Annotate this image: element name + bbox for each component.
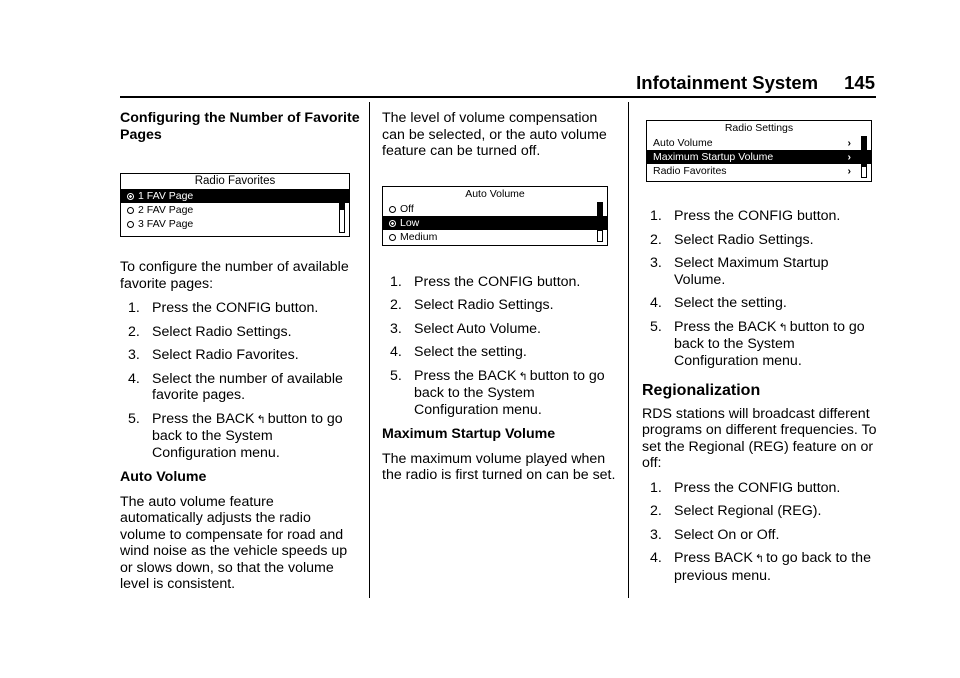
step-item: [120, 411, 360, 462]
back-arrow-icon: ↰: [778, 321, 788, 334]
step-text: button to go back to the System Configuration menu.: [414, 367, 605, 418]
step-text: Press BACK: [674, 550, 753, 566]
radio-icon: [389, 234, 396, 241]
steps-list: [382, 274, 622, 419]
step-item: [120, 371, 360, 404]
body-text: RDS stations will broadcast different programs on different frequencies. To set the Regional (REG) feature on or off:: [642, 405, 877, 471]
body-text: The auto volume feature automatically adjusts the radio volume to compensate for road and wind noise as the vehicle speeds up or slows down, so that the volume level is consistent.: [120, 493, 348, 592]
step-item: [382, 368, 622, 419]
step-text: Press the CONFIG button.: [414, 273, 581, 290]
page-header: [615, 72, 875, 94]
step-number: 5.: [650, 318, 662, 335]
header-rule: [120, 96, 876, 98]
step-number: 3.: [128, 347, 140, 363]
step-number: 4.: [650, 550, 662, 566]
intro-text: The level of volume compensation can be selected, or the auto volume feature can be turned off.: [382, 110, 607, 159]
step-text: button to go back to the System Configuration menu.: [674, 318, 865, 369]
step-text: Select the number of available favorite pages.: [152, 370, 343, 403]
menu-item[interactable]: [383, 202, 607, 216]
body-text: The maximum volume played when the radio is first turned on can be set.: [382, 450, 616, 483]
step-number: 1.: [128, 300, 140, 316]
step-text: Select Auto Volume.: [414, 320, 541, 337]
step-item: [642, 480, 882, 497]
step-text: Press the CONFIG button.: [674, 208, 841, 224]
step-number: 3.: [650, 526, 662, 543]
steps-list: [642, 208, 882, 369]
step-text: Select Maximum Startup Volume.: [674, 255, 829, 288]
column-3: [642, 110, 882, 592]
step-item: [120, 300, 360, 317]
menu-item[interactable]: [647, 136, 871, 150]
scrollbar: [597, 202, 603, 242]
step-item: [642, 208, 882, 225]
chevron-right-icon: ›: [847, 137, 851, 149]
section-heading: Configuring the Number of Favorite Pages: [120, 110, 360, 143]
step-text: Select Radio Settings.: [674, 231, 814, 248]
step-text: Select Radio Settings.: [152, 323, 292, 340]
step-number: 2.: [390, 297, 402, 313]
step-text: Select On or Off.: [674, 526, 780, 543]
step-number: 5.: [128, 410, 140, 427]
menu-item[interactable]: [383, 230, 607, 244]
step-text: to go back to the previous menu.: [674, 550, 871, 584]
screen-title: Radio Settings: [724, 122, 794, 134]
step-item: [642, 503, 882, 520]
section-heading: Maximum Startup Volume: [382, 426, 556, 442]
column-1: [120, 110, 360, 601]
radio-favorites-screen: [120, 173, 350, 237]
steps-list: [120, 300, 360, 461]
step-item: [642, 255, 882, 288]
screen-title: Radio Favorites: [194, 175, 276, 187]
step-number: 4.: [128, 370, 140, 387]
step-item: [642, 232, 882, 249]
back-arrow-icon: ↰: [256, 413, 266, 426]
radio-icon: [389, 206, 396, 213]
menu-item[interactable]: [383, 216, 607, 230]
step-number: 5.: [390, 367, 402, 384]
radio-icon: [389, 220, 396, 227]
step-item: [642, 295, 882, 312]
step-item: [382, 274, 622, 291]
radio-settings-screen: [646, 120, 872, 182]
step-number: 4.: [650, 295, 662, 311]
scrollbar: [861, 136, 867, 178]
section-heading: Auto Volume: [120, 469, 207, 485]
step-number: 4.: [390, 344, 402, 360]
step-text: Select Regional (REG).: [674, 503, 822, 519]
menu-item[interactable]: [647, 164, 871, 178]
step-number: 1.: [390, 273, 402, 290]
step-text: Press the BACK: [414, 367, 517, 384]
step-text: Press the CONFIG button.: [152, 300, 319, 316]
screen-title: Auto Volume: [465, 187, 525, 200]
step-item: [642, 319, 882, 370]
step-item: [382, 344, 622, 361]
steps-list: [642, 480, 882, 585]
radio-icon: [127, 193, 134, 200]
column-divider: [369, 102, 370, 598]
chevron-right-icon: ›: [847, 165, 851, 177]
menu-item[interactable]: [121, 189, 349, 203]
step-text: Press the BACK: [152, 410, 255, 427]
menu-item-label: Maximum Startup Volume: [653, 151, 774, 163]
step-item: [120, 347, 360, 364]
step-item: [642, 550, 882, 584]
step-text: Select the setting.: [674, 295, 787, 311]
step-text: Press the CONFIG button.: [674, 479, 841, 496]
menu-item[interactable]: [121, 217, 349, 231]
page-number: 145: [844, 72, 875, 93]
auto-volume-screen: [382, 186, 608, 246]
step-item: [382, 321, 622, 338]
radio-icon: [127, 221, 134, 228]
scrollbar: [339, 189, 345, 233]
menu-item-label: 1 FAV Page: [138, 190, 194, 202]
step-number: 2.: [128, 323, 140, 340]
back-arrow-icon: ↰: [518, 370, 528, 383]
radio-icon: [127, 207, 134, 214]
step-text: Press the BACK: [674, 318, 777, 335]
menu-item-label: Low: [400, 216, 420, 229]
section-heading: Regionalization: [642, 382, 761, 399]
step-text: Select the setting.: [414, 344, 527, 360]
back-arrow-icon: ↰: [754, 553, 765, 565]
step-text: Select Radio Settings.: [414, 297, 554, 313]
menu-item-label: 3 FAV Page: [138, 218, 194, 230]
step-text: Select Radio Favorites.: [152, 347, 299, 363]
step-number: 3.: [650, 255, 662, 271]
step-item: [382, 297, 622, 314]
menu-item-label: Radio Favorites: [653, 165, 727, 177]
step-number: 1.: [650, 208, 662, 224]
intro-text: To configure the number of available favorite pages:: [120, 259, 349, 292]
section-title: Infotainment System: [636, 72, 819, 93]
menu-item-label: Off: [400, 202, 414, 215]
step-item: [642, 527, 882, 544]
column-2: [382, 110, 622, 492]
step-number: 3.: [390, 320, 402, 337]
menu-item-label: 2 FAV Page: [138, 204, 194, 216]
menu-item[interactable]: [647, 150, 871, 164]
menu-item-label: Medium: [400, 230, 438, 243]
step-number: 2.: [650, 231, 662, 248]
step-number: 1.: [650, 479, 662, 496]
menu-item-label: Auto Volume: [653, 137, 713, 149]
step-number: 2.: [650, 503, 662, 519]
step-text: button to go back to the System Configuration menu.: [152, 410, 343, 461]
menu-item[interactable]: [121, 203, 349, 217]
chevron-right-icon: ›: [847, 151, 851, 163]
step-item: [120, 324, 360, 341]
column-divider: [628, 102, 629, 598]
